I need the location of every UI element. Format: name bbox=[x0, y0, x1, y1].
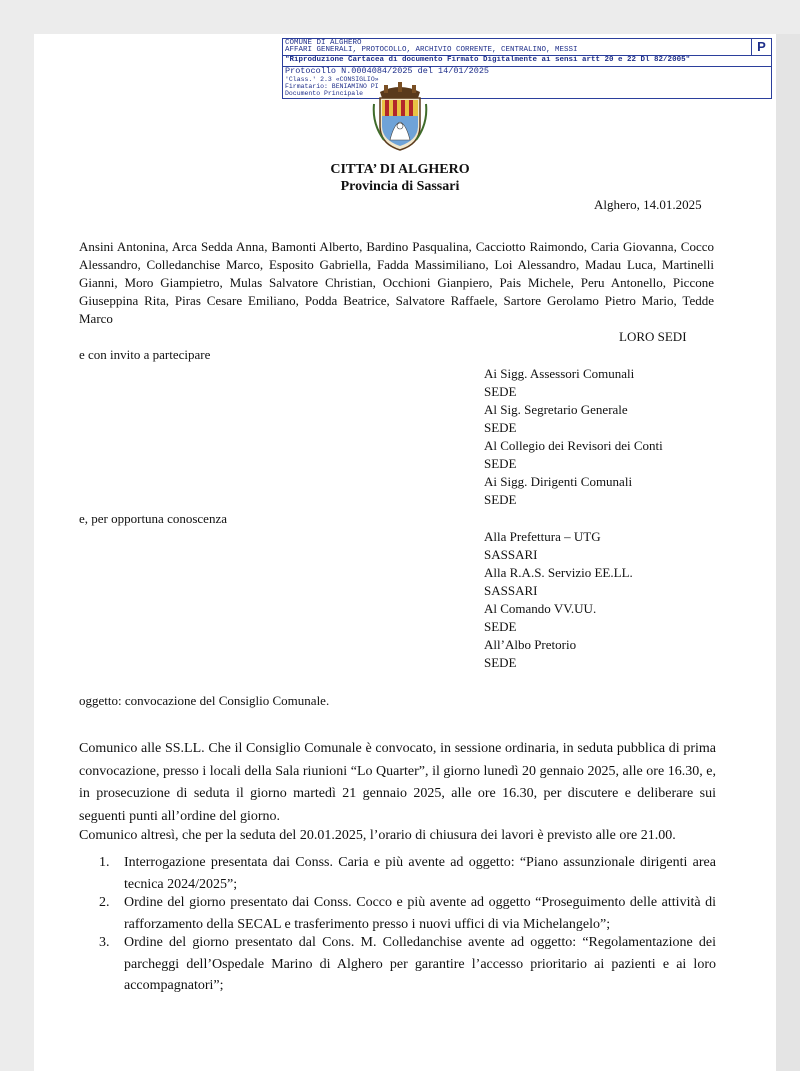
agenda-item-number: 3. bbox=[99, 935, 110, 950]
knowledge-recipient: SASSARI bbox=[484, 547, 538, 562]
closing-time-paragraph: Comunico altresì, che per la seduta del 20.01.2025, l’orario di chiusura dei lavori è previsto alle ore 21.00. bbox=[79, 828, 676, 843]
stamp-legal-note: "Riproduzione Cartacea di documento Firmato Digitalmente ai sensi artt 20 e 22 Dl 82/2005" bbox=[285, 56, 691, 64]
city-crest-emblem bbox=[370, 80, 430, 152]
agenda-item-number: 1. bbox=[99, 855, 110, 870]
invite-recipient: SEDE bbox=[484, 384, 517, 399]
invite-list bbox=[484, 365, 663, 509]
invite-recipient: SEDE bbox=[484, 456, 517, 471]
protocol-stamp bbox=[282, 38, 772, 99]
invite-recipient: Al Collegio dei Revisori dei Conti bbox=[484, 438, 663, 453]
stamp-class: 'Class.' 2.3 «CONSIGLIO» bbox=[285, 76, 379, 83]
recipient-names: Ansini Antonina, Arca Sedda Anna, Bamonti Alberto, Bardino Pasqualina, Cacciotto Raimondo, Caria Giovanna, Cocco Alessandro, Colledanchise Marco, Esposito Gabriella, Fadda Massimiliano, Loi Alessandro, Madau Luca, Martinelli Gianni, Moro Giampietro, Mulas Salvatore Christian, Occhioni Gianpiero, Pais Michele, Peru Antonello, Piccone Giuseppina Rita, Piras Cesare Emiliano, Podda Beatrice, Salvatore Raffaele, Sartore Gerolamo Pietro Mario, Tedde Marco bbox=[79, 239, 714, 326]
knowledge-recipient: Alla Prefettura – UTG bbox=[484, 529, 601, 544]
knowledge-recipient: SASSARI bbox=[484, 583, 538, 598]
knowledge-recipient: All’Albo Pretorio bbox=[484, 637, 577, 652]
invite-recipient: Ai Sigg. Dirigenti Comunali bbox=[484, 474, 633, 489]
agenda-item-number: 2. bbox=[99, 895, 110, 910]
stamp-protocol-number: Protocollo N.0004084/2025 del 14/01/2025 bbox=[285, 67, 490, 76]
knowledge-recipient: Alla R.A.S. Servizio EE.LL. bbox=[484, 565, 633, 580]
stamp-signer: Firmatario: BENIAMINO PI bbox=[285, 83, 379, 90]
province-title: Provincia di Sassari bbox=[340, 179, 460, 194]
subject-line: oggetto: convocazione del Consiglio Comunale. bbox=[79, 693, 330, 708]
city-title: CITTA’ DI ALGHERO bbox=[330, 162, 470, 177]
invite-recipient: Al Sig. Segretario Generale bbox=[484, 402, 628, 417]
knowledge-label: e, per opportuna conoscenza bbox=[79, 511, 227, 526]
knowledge-list bbox=[484, 528, 633, 672]
loro-sedi-label: LORO SEDI bbox=[619, 329, 687, 344]
agenda-item-text: Ordine del giorno presentato dai Conss. Cocco e più avente ad oggetto “Proseguimento delle attività di rafforzamento della SECAL e trasferimento presso i nuovi uffici di via Michelangelo”; bbox=[124, 895, 716, 932]
knowledge-recipient: Al Comando VV.UU. bbox=[484, 601, 597, 616]
document-date: Alghero, 14.01.2025 bbox=[594, 197, 702, 212]
stamp-doc-type: Documento Principale bbox=[285, 90, 364, 97]
agenda-item-text: Ordine del giorno presentato dal Cons. M. Colledanchise avente ad oggetto: “Regolamentazione dei parcheggi dell’Ospedale Marino di Alghero per garantire l’accesso prioritario ai pazienti e ai loro accompagnatori”; bbox=[124, 935, 716, 993]
stamp-office: AFFARI GENERALI, PROTOCOLLO, ARCHIVIO CORRENTE, CENTRALINO, MESSI bbox=[285, 46, 578, 54]
invite-label: e con invito a partecipare bbox=[79, 347, 211, 362]
agenda-item-text: Interrogazione presentata dai Conss. Caria e più avente ad oggetto: “Piano assunzionale dirigenti area tecnica 2024/2025”; bbox=[124, 855, 716, 892]
stamp-flag: P bbox=[751, 39, 771, 56]
convocation-paragraph: Comunico alle SS.LL. Che il Consiglio Comunale è convocato, in sessione ordinaria, in seduta pubblica di prima convocazione, presso i locali della Sala riunioni “Lo Quarter”, il giorno lunedì 20 gennaio 2025, alle ore 16.30, e, in prosecuzione di seduta il giorno martedì 21 gennaio 2025, alle ore 16.30, per discutere e deliberare sui seguenti punti all’ordine del giorno. bbox=[79, 741, 716, 824]
invite-recipient: SEDE bbox=[484, 492, 517, 507]
invite-recipient: Ai Sigg. Assessori Comunali bbox=[484, 366, 635, 381]
knowledge-recipient: SEDE bbox=[484, 655, 517, 670]
knowledge-recipient: SEDE bbox=[484, 619, 517, 634]
invite-recipient: SEDE bbox=[484, 420, 517, 435]
stamp-comune: COMUNE DI ALGHERO bbox=[285, 39, 362, 47]
